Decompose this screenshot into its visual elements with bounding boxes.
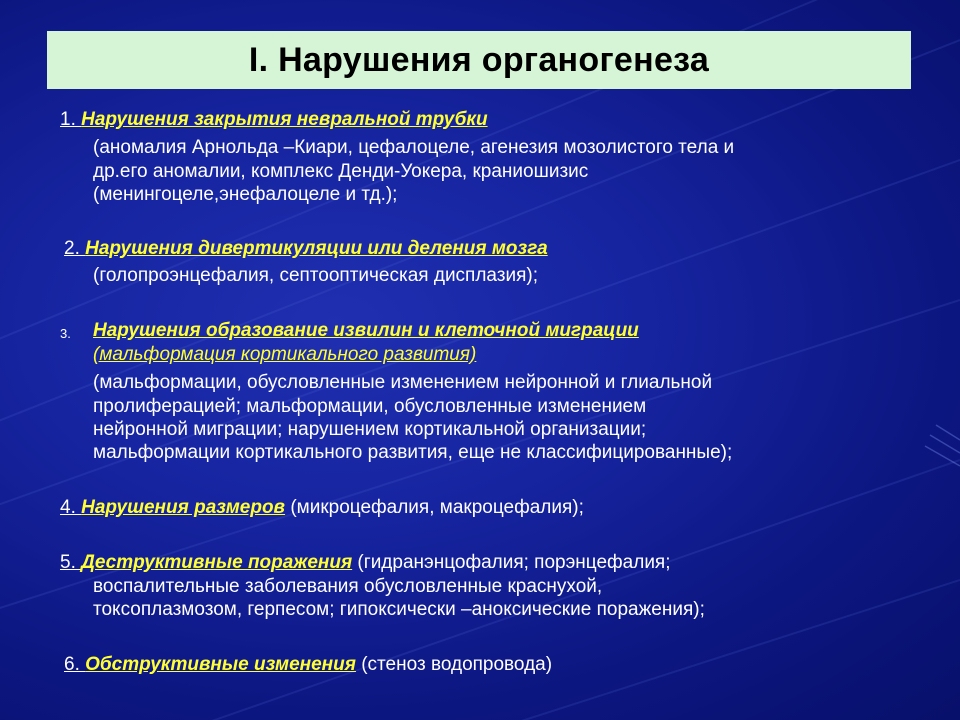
item-1-heading: Нарушения закрытия невральной трубки	[81, 109, 488, 130]
item-3-desc-line-1: (мальформации, обусловленные изменением нейронной и глиальной	[93, 372, 713, 393]
item-5-heading: Деструктивные поражения	[81, 552, 353, 573]
slide-title: I. Нарушения органогенеза	[248, 40, 710, 79]
item-5-inline-desc: (гидранэнцофалия; порэнцефалия;	[352, 552, 671, 573]
item-3-heading: Нарушения образование извилин и клеточной миграции	[93, 320, 639, 341]
item-4-inline-desc: (микроцефалия, макроцефалия);	[285, 497, 584, 518]
item-2-desc-line-1: (голопроэнцефалия, септооптическая дисплазия);	[93, 265, 539, 286]
item-1-desc-line-1: (аномалия Арнольда –Киари, цефалоцеле, агенезия мозолистого тела и	[93, 137, 735, 158]
item-4-heading: Нарушения размеров	[81, 497, 286, 518]
item-3-number: 3.	[60, 326, 71, 341]
item-6-number: 6.	[64, 654, 86, 675]
item-4-line	[60, 497, 584, 519]
item-3-number-wrap	[60, 322, 71, 345]
item-1-desc-line-3: (менингоцеле,энефалоцеле и тд.);	[93, 184, 398, 205]
item-6-heading: Обструктивные изменения	[85, 654, 356, 675]
item-3-subheading: (мальформация кортикального развития)	[93, 344, 477, 365]
item-3-desc-line-4: мальформации кортикального развития, еще не классифицированные);	[93, 442, 733, 463]
item-6-line	[64, 654, 552, 676]
item-5-heading-line	[60, 552, 671, 574]
item-5-number: 5.	[60, 552, 82, 573]
item-2-heading-line	[64, 238, 548, 260]
item-1-desc-line-2: др.его аномалии, комплекс Денди-Уокера, краниошизис	[93, 161, 589, 182]
item-1-heading-line	[60, 109, 488, 131]
item-4-number: 4.	[60, 497, 82, 518]
title-box	[47, 31, 911, 89]
item-6-inline-desc: (стеноз водопровода)	[355, 654, 553, 675]
item-3-desc-line-3: нейронной миграции; нарушением кортикальной организации;	[93, 419, 647, 440]
item-5-desc-line-2: токсоплазмозом, герпесом; гипоксически –аноксические поражения);	[93, 599, 705, 620]
item-3-desc-line-2: пролиферацией; мальформации, обусловленные изменением	[93, 396, 647, 417]
item-1-number: 1.	[60, 109, 82, 130]
item-2-number: 2.	[64, 238, 86, 259]
item-5-desc-line-1: воспалительные заболевания обусловленные краснухой,	[93, 576, 603, 597]
item-2-heading: Нарушения дивертикуляции или деления мозга	[85, 238, 548, 259]
